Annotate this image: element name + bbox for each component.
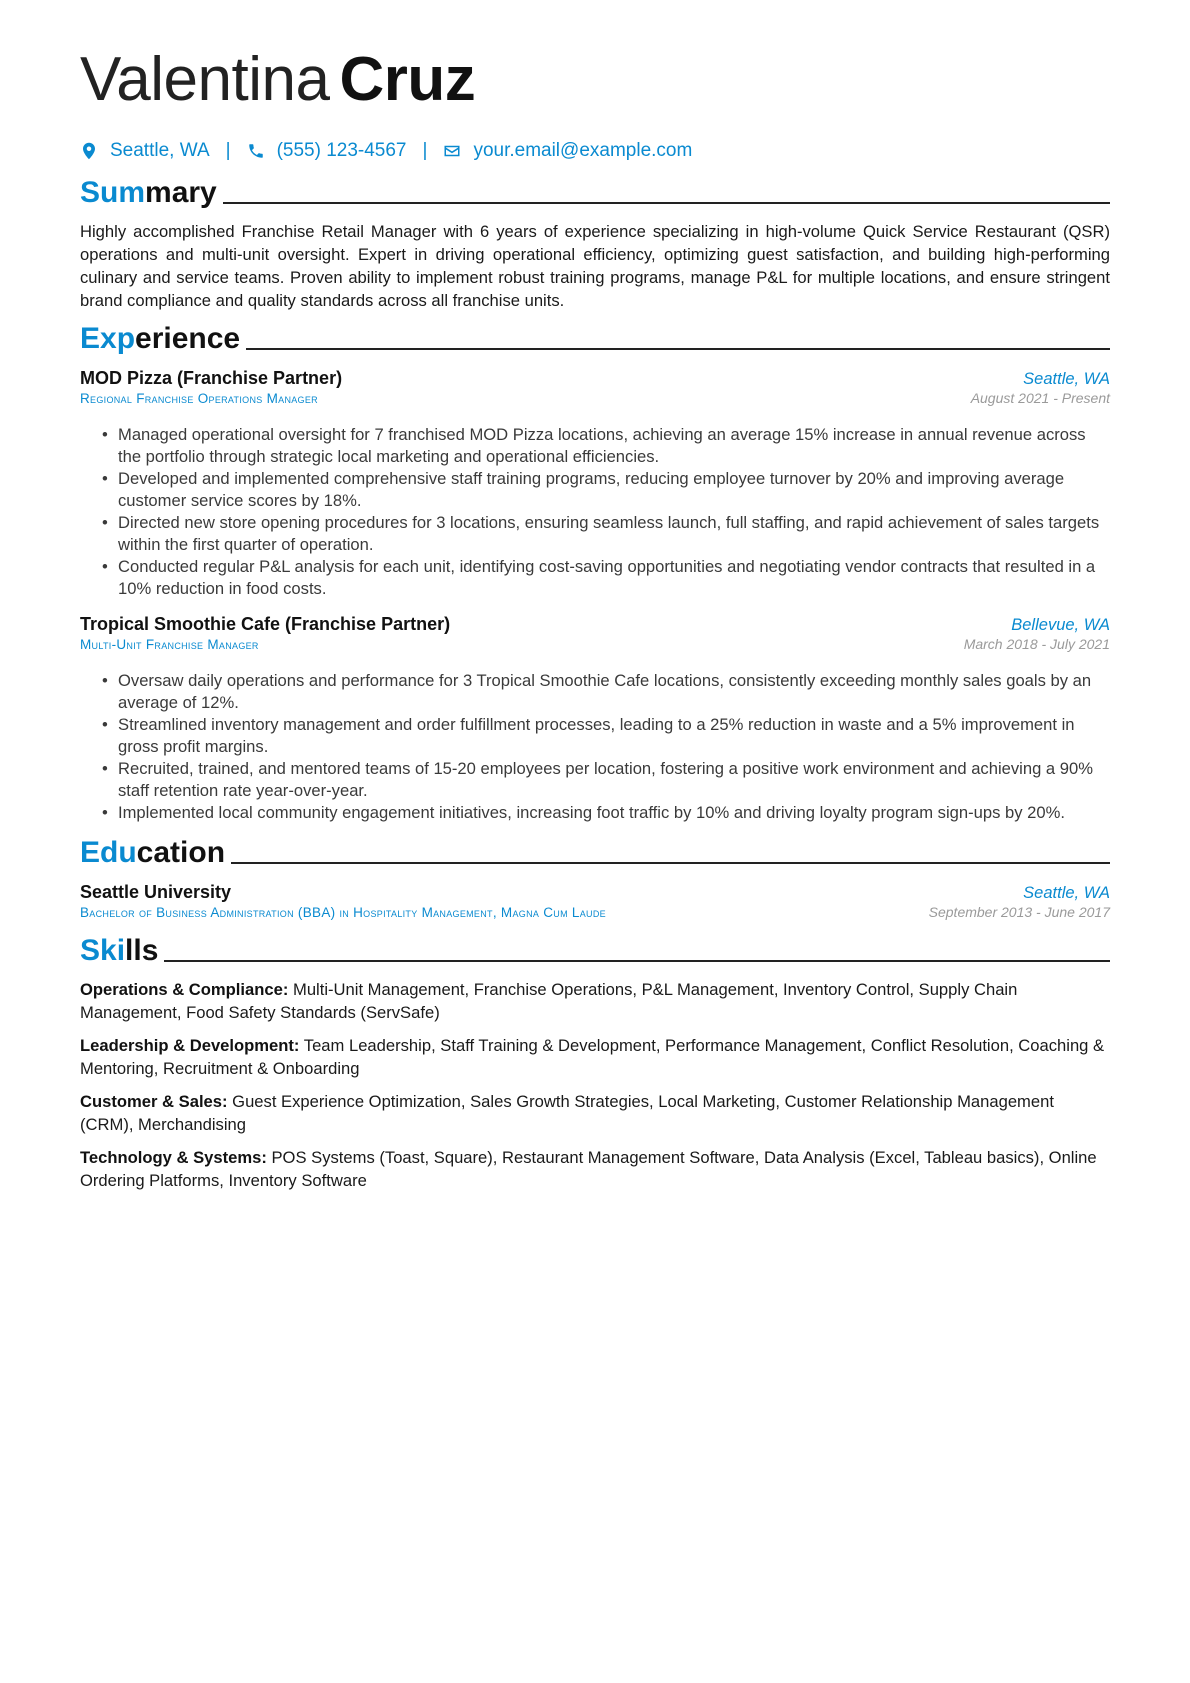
job-role: Regional Franchise Operations Manager xyxy=(80,391,318,406)
section-rule xyxy=(223,202,1110,204)
email-text: your.email@example.com xyxy=(473,140,693,161)
list-item: • Oversaw daily operations and performance for 3 Tropical Smoothie Cafe locations, consistently exceeding monthly sales goals by an average of 12%. xyxy=(118,670,1110,714)
contact-email[interactable] xyxy=(443,140,692,162)
experience-heading xyxy=(80,322,1110,356)
skills-heading xyxy=(80,934,1110,968)
job-org: MOD Pizza (Franchise Partner) xyxy=(80,368,343,388)
contact-phone[interactable] xyxy=(247,140,407,162)
skill-group xyxy=(80,1090,1110,1136)
skill-group xyxy=(80,978,1110,1024)
job-org: Tropical Smoothie Cafe (Franchise Partner) xyxy=(80,614,451,634)
phone-icon xyxy=(247,142,265,160)
section-title-accent: Exp xyxy=(80,322,136,355)
skill-text: Team Leadership, Staff Training & Development, Performance Management, Conflict Resolution, Coaching & Mentoring, Recruitment & Onboarding xyxy=(80,1036,1105,1078)
last-name: Cruz xyxy=(339,45,476,114)
envelope-icon xyxy=(443,142,461,160)
job-subheader-row xyxy=(80,389,1110,406)
skill-text: Guest Experience Optimization, Sales Growth Strategies, Local Marketing, Customer Relationship Management (CRM), Merchandising xyxy=(80,1092,1054,1134)
contact-separator: | xyxy=(422,140,428,161)
list-item: • Developed and implemented comprehensive staff training programs, reducing employee turnover by 20% and improving average customer service scores by 18%. xyxy=(118,468,1110,512)
first-name: Valentina xyxy=(80,45,330,114)
location-text: Seattle, WA xyxy=(110,140,210,161)
education-subheader-row xyxy=(80,903,1110,920)
job-header-row xyxy=(80,614,1110,635)
job-entry xyxy=(80,368,1110,600)
job-location: Seattle, WA xyxy=(1023,370,1110,388)
section-title-rest: erience xyxy=(135,322,241,355)
section-title xyxy=(80,934,158,968)
skill-label: Customer & Sales: xyxy=(80,1092,228,1111)
education-heading xyxy=(80,836,1110,870)
degree: Bachelor of Business Administration (BBA) in Hospitality Management, Magna Cum Laude xyxy=(80,905,606,920)
list-item: • Streamlined inventory management and order fulfillment processes, leading to a 25% reduction in waste and a 5% improvement in gross profit margins. xyxy=(118,714,1110,758)
job-entry xyxy=(80,614,1110,824)
section-rule xyxy=(164,960,1110,962)
skill-label: Technology & Systems: xyxy=(80,1148,267,1167)
education-dates: September 2013 - June 2017 xyxy=(928,904,1110,920)
job-location: Bellevue, WA xyxy=(1011,616,1110,634)
list-item: • Implemented local community engagement initiatives, increasing foot traffic by 10% and driving loyalty program sign-ups by 20%. xyxy=(118,802,1110,824)
job-bullets xyxy=(80,670,1110,824)
school-name: Seattle University xyxy=(80,882,232,902)
section-title-accent: Sum xyxy=(80,176,146,209)
job-bullets xyxy=(80,424,1110,600)
section-title-rest: mary xyxy=(145,176,217,209)
skill-label: Leadership & Development: xyxy=(80,1036,300,1055)
job-dates: August 2021 - Present xyxy=(970,390,1110,406)
contact-separator: | xyxy=(225,140,231,161)
list-item: • Recruited, trained, and mentored teams of 15-20 employees per location, fostering a positive work environment and achieving a 90% staff retention rate year-over-year. xyxy=(118,758,1110,802)
section-title-accent: Edu xyxy=(80,836,137,869)
education-header-row xyxy=(80,882,1110,903)
section-title-rest: cation xyxy=(136,836,226,869)
job-dates: March 2018 - July 2021 xyxy=(963,636,1110,652)
candidate-name xyxy=(80,40,1110,120)
job-header-row xyxy=(80,368,1110,389)
section-title xyxy=(80,322,240,356)
section-title xyxy=(80,836,225,870)
section-rule xyxy=(246,348,1110,350)
contact-line xyxy=(80,140,1110,162)
skill-group xyxy=(80,1146,1110,1192)
skill-text: POS Systems (Toast, Square), Restaurant Management Software, Data Analysis (Excel, Tableau basics), Online Ordering Platforms, Inventory Software xyxy=(80,1148,1097,1190)
section-title xyxy=(80,176,217,210)
section-title-rest: lls xyxy=(125,934,159,967)
section-rule xyxy=(231,862,1110,864)
section-title-accent: Ski xyxy=(80,934,126,967)
skill-text: Multi-Unit Management, Franchise Operations, P&L Management, Inventory Control, Supply Chain Management, Food Safety Standards (ServSafe) xyxy=(80,980,1018,1022)
summary-heading xyxy=(80,176,1110,210)
job-role: Multi-Unit Franchise Manager xyxy=(80,637,259,652)
summary-text: Highly accomplished Franchise Retail Manager with 6 years of experience specializing in high-volume Quick Service Restaurant (QSR) operations and multi-unit oversight. Expert in driving operational efficiency, optimizing guest satisfaction, and building high-performing culinary and service teams. Proven ability to implement robust training programs, manage P&L for multiple locations, and ensure stringent brand compliance and quality standards across all franchise units. xyxy=(80,222,1110,310)
map-pin-icon xyxy=(80,142,98,160)
education-entry xyxy=(80,882,1110,920)
school-location: Seattle, WA xyxy=(1023,884,1110,902)
job-subheader-row xyxy=(80,635,1110,652)
skill-label: Operations & Compliance: xyxy=(80,980,289,999)
list-item: • Directed new store opening procedures for 3 locations, ensuring seamless launch, full staffing, and rapid achievement of sales targets within the first quarter of operation. xyxy=(118,512,1110,556)
contact-location xyxy=(80,140,210,162)
skill-group xyxy=(80,1034,1110,1080)
list-item: • Conducted regular P&L analysis for each unit, identifying cost-saving opportunities and negotiating vendor contracts that resulted in a 10% reduction in food costs. xyxy=(118,556,1110,600)
list-item: • Managed operational oversight for 7 franchised MOD Pizza locations, achieving an average 15% increase in annual revenue across the portfolio through strategic local marketing and operational efficiencies. xyxy=(118,424,1110,468)
phone-text: (555) 123-4567 xyxy=(276,140,407,161)
